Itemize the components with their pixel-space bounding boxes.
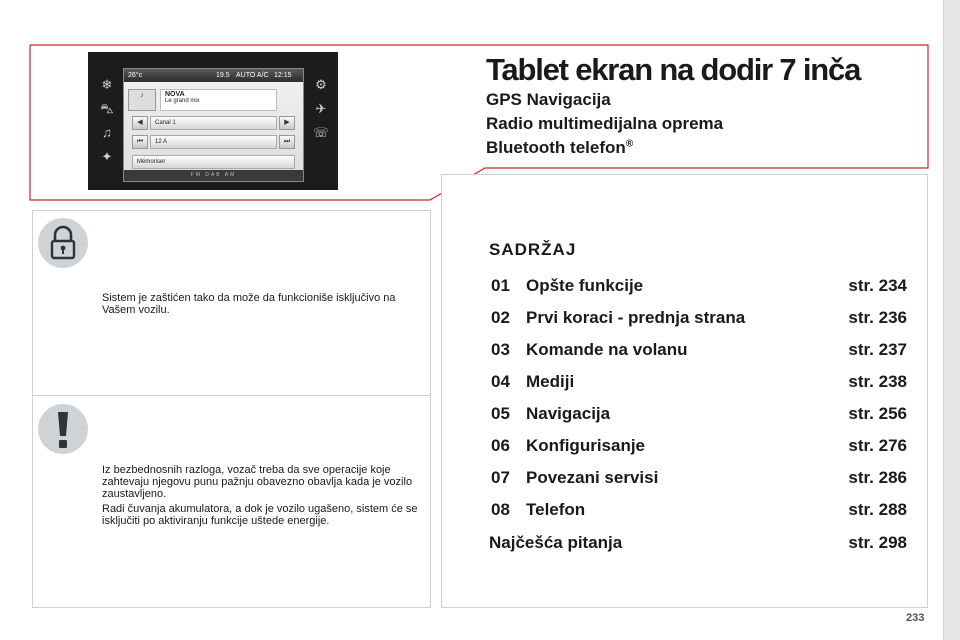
toc-number: 03 [491,340,510,359]
exclamation-icon [38,404,88,454]
lcd-display [123,68,304,182]
frequency-label: 12 A [155,139,168,145]
channel-row [150,116,277,130]
toc-page: str. 237 [848,340,907,359]
toc-label: Mediji [526,372,575,391]
toc-label: Telefon [526,500,586,519]
toc-number: 02 [491,308,510,327]
toc-label: Opšte funkcije [526,276,644,295]
toc-page: str. 276 [848,436,907,455]
subtitle-radio: Radio multimedijalna oprema [486,114,724,133]
station-display [160,89,277,111]
subtitle-gps: GPS Navigacija [486,90,611,109]
toc-row-faq[interactable] [489,533,911,557]
toc-label: Povezani servisi [526,468,659,487]
phone-icon: ☏ [312,125,330,140]
memorise-label: Mémoriser [137,159,166,165]
toc-faq-page: str. 298 [848,533,907,552]
settings-icon: ⚙ [315,77,327,92]
warning-note-text-1: Iz bezbednosnih razloga, vozač treba da sve operacije koje zahtevaju njegovu punu pažnju obavezno obavlja kada je vozilo zaustavljeno. [102,464,413,500]
subtitle-bluetooth-text: Bluetooth telefon [486,138,626,157]
toc-row[interactable] [491,308,911,332]
page-number: 233 [906,612,925,624]
toc-label: Komande na volanu [526,340,688,359]
car-icon: ⛍ [100,101,114,116]
connect-icon: ✈ [315,101,327,116]
notes-divider [32,395,431,396]
toc-page: str. 234 [848,276,907,295]
memorise-row [132,155,295,169]
toc-row[interactable] [491,276,911,300]
lock-icon [38,218,88,268]
toc-row[interactable] [491,372,911,396]
warning-badge [38,404,88,454]
navigation-icon: ✦ [101,149,113,164]
toc-number: 06 [491,436,510,455]
ac-label: AUTO A/C [236,72,269,79]
toc-label: Navigacija [526,404,611,423]
clock: 12:15 [274,72,292,79]
climate-icon: ❄ [101,77,113,92]
toc-row[interactable] [491,500,911,524]
toc-row[interactable] [491,468,911,492]
lock-badge [38,218,88,268]
toc-label: Konfigurisanje [526,436,646,455]
toc-row[interactable] [491,340,911,364]
toc-number: 05 [491,404,510,423]
toc-page: str. 286 [848,468,907,487]
toc-page: str. 288 [848,500,907,519]
band-bar: FM DAB AM [124,170,303,181]
media-icon: ♫ [102,125,112,140]
toc-row[interactable] [491,436,911,460]
prev-channel-button: ◀ [132,116,148,130]
station-name: NOVA [165,91,185,98]
seek-back-button: ⏮ [132,135,148,149]
contents-heading: SADRŽAJ [489,240,577,259]
frequency-row [150,135,277,149]
temp-right: 19.5 [216,72,230,79]
warning-note [102,464,422,530]
registered-mark: ® [625,138,634,150]
toc-number: 07 [491,468,510,487]
right-margin-rail [943,0,960,640]
toc-number: 04 [491,372,510,391]
warning-note-text-2: Radi čuvanja akumulatora, a dok je vozilo ugašeno, sistem će se isključiti po aktiviranju funkcije uštede energije. [102,503,418,527]
channel-label: Canal 1 [155,120,176,126]
source-button: ♪ [128,89,156,111]
toc-number: 01 [491,276,510,295]
toc-page: str. 256 [848,404,907,423]
toc-number: 08 [491,500,510,519]
lock-note-text: Sistem je zaštićen tako da može da funkcioniše isključivo na Vašem vozilu. [102,292,396,316]
tablet-screen-illustration [88,52,338,190]
lcd-status-bar [124,69,303,82]
toc-faq-label: Najčešća pitanja [489,533,623,552]
temp-left: 26°c [128,72,143,79]
next-channel-button: ▶ [279,116,295,130]
lock-note [102,292,422,319]
page-title: Tablet ekran na dodir 7 inča [486,52,861,87]
station-text: Le grand mix [165,98,200,104]
notes-panel [32,210,431,608]
seek-forward-button: ⏭ [279,135,295,149]
toc-page: str. 236 [848,308,907,327]
toc-page: str. 238 [848,372,907,391]
subtitle-bluetooth [486,138,633,158]
toc-label: Prvi koraci - prednja strana [526,308,746,327]
toc-row[interactable] [491,404,911,428]
